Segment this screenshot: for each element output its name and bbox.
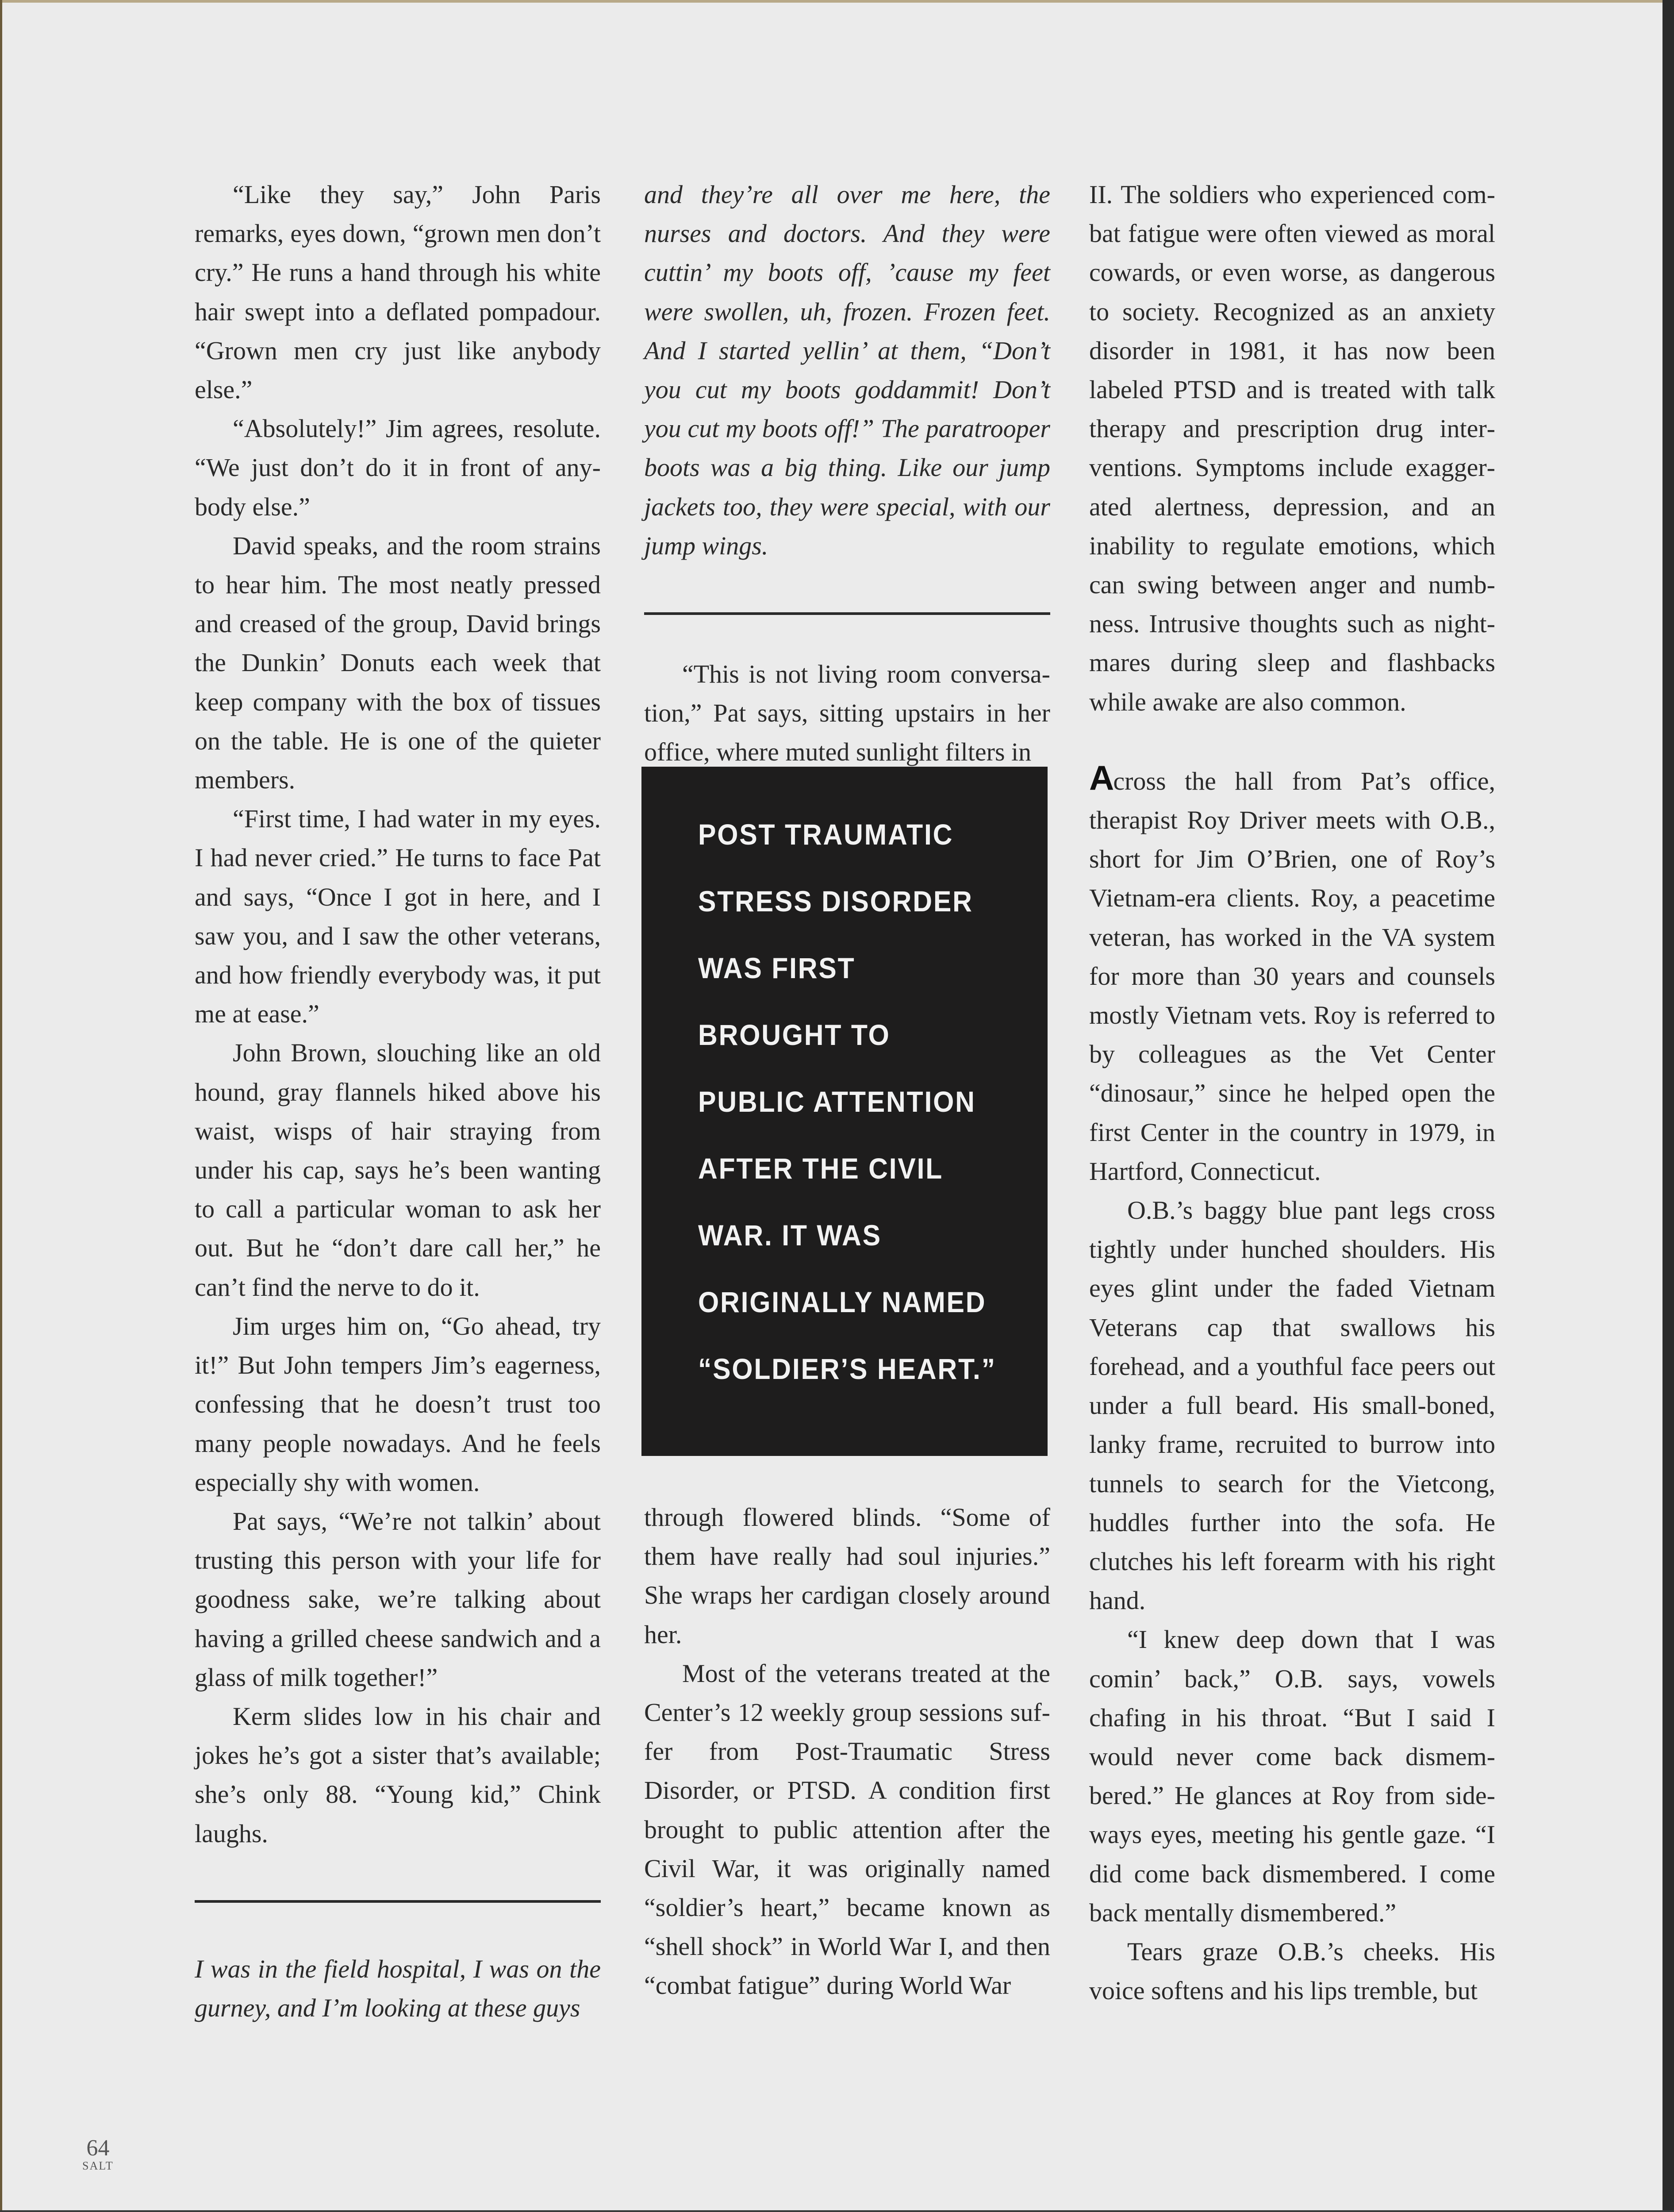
article-column-1 bbox=[195, 175, 601, 2028]
page-left-edge bbox=[0, 0, 2, 2212]
body-paragraph: Pat says, “We’re not talkin’ about trusting this person with your life for goodness sake, we’re talking about having a grilled cheese sandwich and a glass of milk together!” bbox=[195, 1506, 601, 1692]
body-paragraph: “I knew deep down that I was comin’ back,” O.B. says, vowels chafing in his throat. “But I said I would never come back dismembered.” He glances at Roy from sideways eyes, meeting his gentle gaze. “I did come back dismembered. I come back mentally dismembered.” bbox=[1089, 1625, 1495, 1927]
pull-quote-line: STRESS DISORDER bbox=[698, 885, 973, 918]
article-column-2-lower bbox=[644, 1498, 1050, 2005]
page-top-edge bbox=[0, 0, 1674, 3]
body-paragraph: Jim urges him on, “Go ahead, try it!” But John tempers Jim’s eagerness, confessing that he doesn’t trust too many people nowadays. And he feels especially shy with women. bbox=[195, 1311, 601, 1497]
body-paragraph: Tears graze O.B.’s cheeks. His voice softens and his lips tremble, but bbox=[1089, 1937, 1495, 2005]
pull-quote-line: PUBLIC ATTENTION bbox=[698, 1085, 976, 1118]
body-paragraph: “This is not living room conversation,” Pat says, sitting upstairs in her office, where muted sunlight filters in bbox=[644, 660, 1050, 767]
body-paragraph: Most of the veterans treated at the Center’s 12 weekly group sessions suffer from Post-Traumatic Stress Disorder, or PTSD. A condition first brought to public attention after the Civil War, it was originally named “soldier’s heart,” became known as “shell shock” in World War I, and then “combat fatigue” during World War bbox=[644, 1659, 1050, 2000]
italic-quote-continued: and they’re all over me here, the nurses and doctors. And they were cuttin’ my boots off, ’cause my feet were swollen, uh, frozen. Frozen feet. And I started yellin’ at them, “Don’t you cut my boots goddammit! Don’t you cut my boots off!” The paratrooper boots was a big thing. Like our jump jackets too, they were special, with our jump wings. bbox=[644, 180, 1050, 560]
pull-quote-line: POST TRAUMATIC bbox=[698, 818, 954, 851]
body-paragraph: John Brown, slouching like an old hound, gray flannels hiked above his waist, wisps of hair straying from under his cap, says he’s been wanting to call a particular woman to ask her out. But he “don’t dare call her,” he can’t find the nerve to do it. bbox=[195, 1038, 601, 1302]
section-opening-paragraph bbox=[1089, 760, 1495, 1191]
page-number: 64 bbox=[86, 2135, 110, 2161]
pull-quote-box bbox=[641, 767, 1048, 1456]
body-paragraph: Kerm slides low in his chair and jokes he’s got a sister that’s available; she’s only 88. “Young kid,” Chink laughs. bbox=[195, 1701, 601, 1848]
body-paragraph-continued: II. The soldiers who experienced combat fatigue were often viewed as moral cowards, or even worse, as dangerous to society. Recognized as an anxiety disorder in 1981, it has now been labeled PTSD and is treated with talk therapy and prescription drug interventions. Symptoms include exaggerated alertness, depression, and an inability to regulate emotions, which can swing between anger and numbness. Intrusive thoughts such as nightmares during sleep and flashbacks while awake are also common. bbox=[1089, 180, 1495, 716]
body-paragraph: “Absolutely!” Jim agrees, resolute. “We just don’t do it in front of anybody else.” bbox=[195, 414, 601, 521]
magazine-name: SALT bbox=[82, 2159, 114, 2172]
article-column-2 bbox=[644, 175, 1050, 772]
pull-quote-line: “SOLDIER’S HEART.” bbox=[698, 1352, 996, 1385]
body-paragraph: David speaks, and the room strains to hear him. The most neatly pressed and creased of the group, David brings the Dunkin’ Donuts each week that keep company with the box of tissues on the table. He is one of the quieter members. bbox=[195, 531, 601, 795]
body-paragraph: “First time, I had water in my eyes. I had never cried.” He turns to face Pat and says, “Once I got in here, and I saw you, and I saw the other veterans, and how friendly everybody was, it put me at ease.” bbox=[195, 804, 601, 1029]
body-paragraph-continued: through flowered blinds. “Some of them have really had soul injuries.” She wraps her cardigan closely around her. bbox=[644, 1503, 1050, 1649]
pull-quote-line: BROUGHT TO bbox=[698, 1018, 891, 1051]
body-paragraph: “Like they say,” John Paris remarks, eyes down, “grown men don’t cry.” He runs a hand through his white hair swept into a deflated pompadour. “Grown men cry just like anybody else.” bbox=[195, 180, 601, 404]
italic-quote-start: I was in the field hospital, I was on the gurney, and I’m looking at these guys bbox=[195, 1954, 601, 2022]
article-column-3 bbox=[1089, 175, 1495, 2010]
page-bottom-edge bbox=[0, 2210, 1674, 2212]
pull-quote-line: WAR. IT WAS bbox=[698, 1219, 882, 1252]
pull-quote-line: WAS FIRST bbox=[698, 952, 856, 984]
pull-quote-line: AFTER THE CIVIL bbox=[698, 1152, 944, 1185]
section-opening-text: cross the hall from Pat’s office, therapist Roy Driver meets with O.B., short for Jim O’Brien, one of Roy’s Vietnam-era clients. Roy, a peacetime veteran, has worked in the VA system for more than 30 years and counsels mostly Vietnam vets. Roy is referred to by colleagues as the Vet Center “dinosaur,” since he helped open the first Center in the country in 1979, in Hartford, Connecticut. bbox=[1089, 766, 1495, 1186]
drop-cap: A bbox=[1089, 758, 1113, 797]
page-right-edge-binding bbox=[1662, 0, 1674, 2212]
pull-quote-line: ORIGINALLY NAMED bbox=[698, 1286, 987, 1318]
body-paragraph: O.B.’s baggy blue pant legs cross tightly under hunched shoulders. His eyes glint under the faded Vietnam Veterans cap that swallows his forehead, and a youthful face peers out under a full beard. His small-boned, lanky frame, recruited to burrow into tunnels to search for the Vietcong, huddles further into the sofa. He clutches his left forearm with his right hand. bbox=[1089, 1196, 1495, 1615]
page-folio bbox=[82, 2137, 114, 2172]
